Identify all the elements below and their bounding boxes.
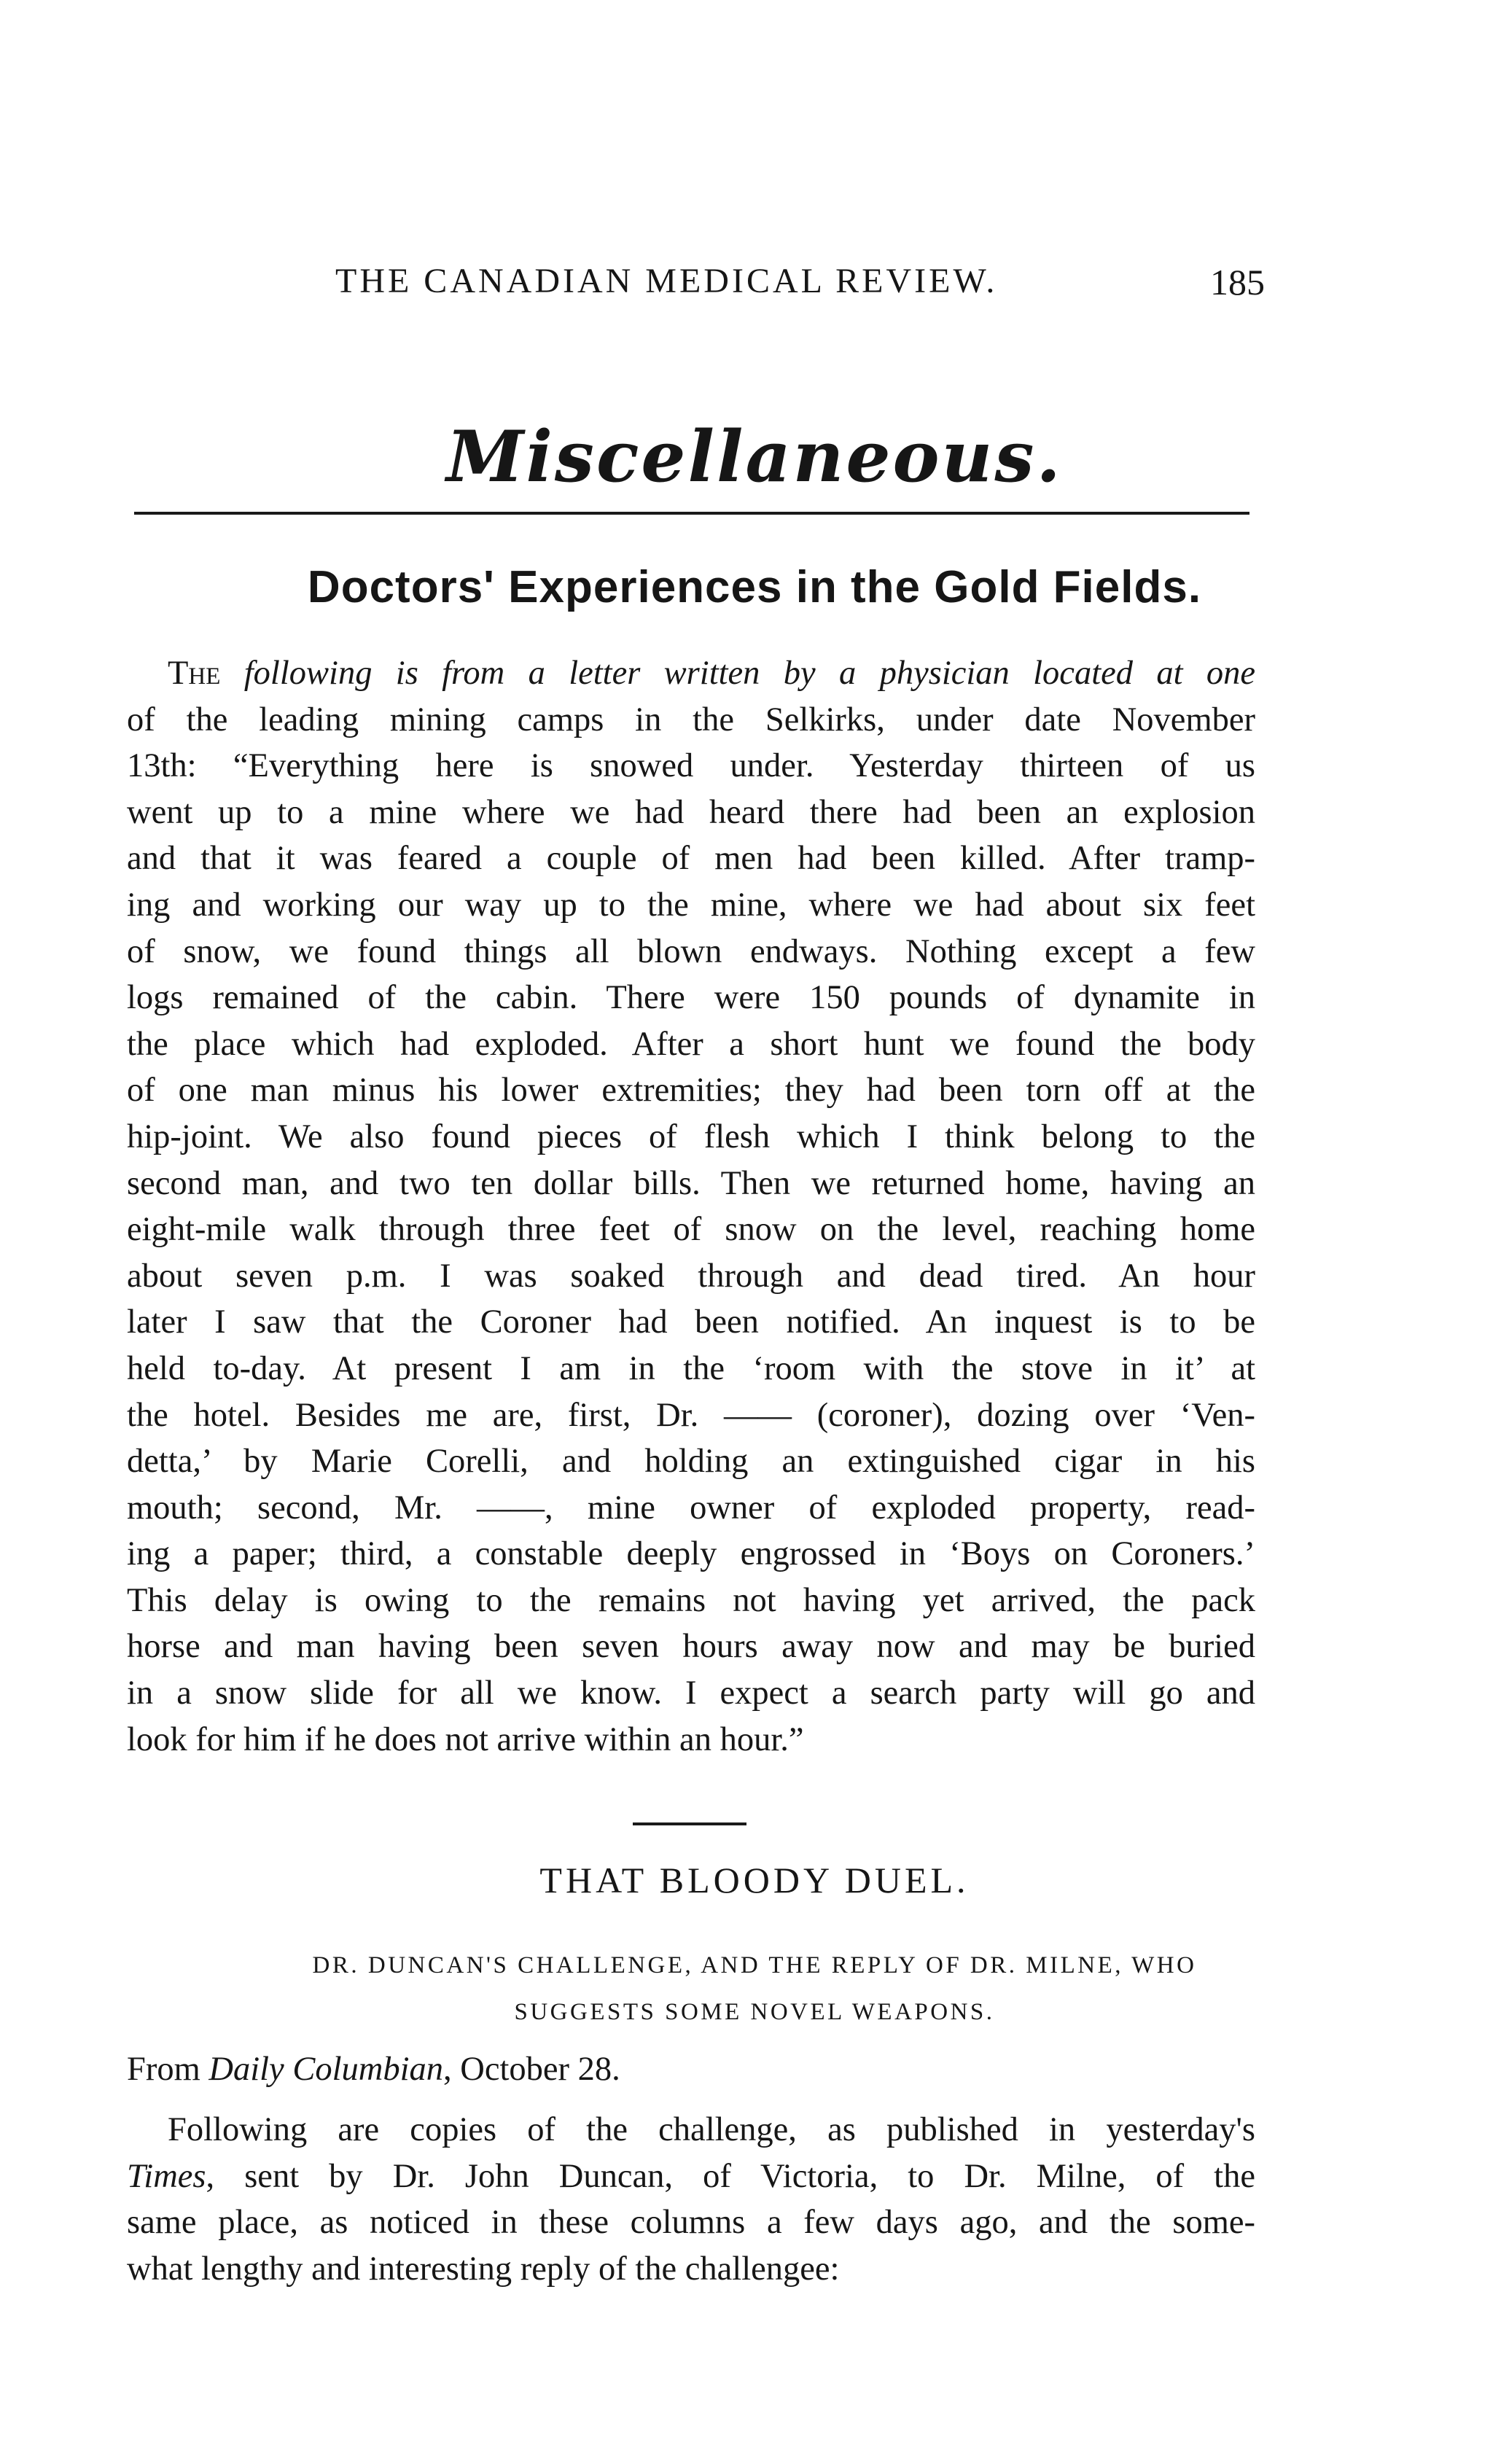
- body-line: later I saw that the Coroner had been notified. An inquest is to be: [127, 1303, 1255, 1341]
- lead-word: The: [168, 655, 221, 692]
- body-line: [127, 2153, 1255, 2200]
- deck-line: SUGGESTS SOME NOVEL WEAPONS.: [514, 1999, 995, 2025]
- deck-line: DR. DUNCAN'S CHALLENGE, AND THE REPLY OF DR. MILNE, WHO: [312, 1952, 1197, 1978]
- body-line: same place, as noticed in these columns a few days ago, and the some-: [127, 2204, 1255, 2242]
- body-line: look for him if he does not arrive within an hour.”: [127, 1720, 804, 1758]
- body-line: hip-joint. We also found pieces of flesh which I think belong to the: [127, 1118, 1255, 1155]
- page-number: 185: [1210, 262, 1265, 303]
- body-line: what lengthy and interesting reply of the challengee:: [127, 2250, 840, 2288]
- source-line: [127, 2050, 620, 2089]
- body-line-rest: , sent by Dr. John Duncan, of Victoria, to Dr. Milne, of the: [206, 2157, 1255, 2195]
- source-prefix: From: [127, 2051, 209, 2088]
- body-line: of snow, we found things all blown endways. Nothing except a few: [127, 932, 1255, 970]
- source-name: Daily Columbian: [208, 2051, 444, 2088]
- body-line: held to-day. At present I am in the ‘room with the stove in it’ at: [127, 1349, 1255, 1387]
- body-line: logs remained of the cabin. There were 150 pounds of dynamite in: [127, 979, 1255, 1017]
- article-separator-rule: [633, 1822, 746, 1825]
- body-line: of one man minus his lower extremities; they had been torn off at the: [127, 1072, 1255, 1110]
- body-line: [127, 650, 1255, 697]
- source-date: , October 28.: [443, 2051, 620, 2088]
- article-title: Doctors' Experiences in the Gold Fields.: [307, 562, 1202, 612]
- body-line: This delay is owing to the remains not having yet arrived, the pack: [127, 1581, 1255, 1619]
- body-line: in a snow slide for all we know. I expect a search party will go and: [127, 1674, 1255, 1712]
- body-line: detta,’ by Marie Corelli, and holding an extinguished cigar in his: [127, 1443, 1255, 1481]
- subhead-deck: [0, 1942, 1509, 2035]
- body-line: Following are copies of the challenge, as published in yesterday's: [168, 2111, 1255, 2148]
- body-line: eight-mile walk through three feet of snow on the level, reaching home: [127, 1211, 1255, 1249]
- section-rule: [134, 512, 1249, 515]
- body-line: and that it was feared a couple of men had been killed. After tramp-: [127, 840, 1255, 878]
- lead-text: following is from a letter written by a physician located at one: [220, 655, 1255, 692]
- article2-body: [127, 2107, 1255, 2292]
- body-line: went up to a mine where we had heard there had been an explosion: [127, 793, 1255, 831]
- article-body: [127, 650, 1255, 1763]
- section-title: Miscellaneous.: [446, 416, 1063, 498]
- body-line: 13th: “Everything here is snowed under. Yesterday thirteen of us: [127, 747, 1255, 785]
- body-line: horse and man having been seven hours away now and may be buried: [127, 1628, 1255, 1666]
- body-line: ing and working our way up to the mine, where we had about six feet: [127, 886, 1255, 924]
- publication-name: Times: [127, 2157, 206, 2195]
- body-line: of the leading mining camps in the Selkirks, under date November: [127, 701, 1255, 738]
- subhead-title: THAT BLOODY DUEL.: [539, 1860, 970, 1900]
- running-head: THE CANADIAN MEDICAL REVIEW.: [335, 262, 998, 300]
- body-line: mouth; second, Mr. ——, mine owner of exploded property, read-: [127, 1489, 1255, 1527]
- body-line: second man, and two ten dollar bills. Then we returned home, having an: [127, 1164, 1255, 1202]
- body-line: about seven p.m. I was soaked through and dead tired. An hour: [127, 1257, 1255, 1295]
- body-line: the hotel. Besides me are, first, Dr. —— (coroner), dozing over ‘Ven-: [127, 1396, 1255, 1434]
- body-line: ing a paper; third, a constable deeply engrossed in ‘Boys on Coroners.’: [127, 1535, 1255, 1573]
- body-line: the place which had exploded. After a short hunt we found the body: [127, 1025, 1255, 1063]
